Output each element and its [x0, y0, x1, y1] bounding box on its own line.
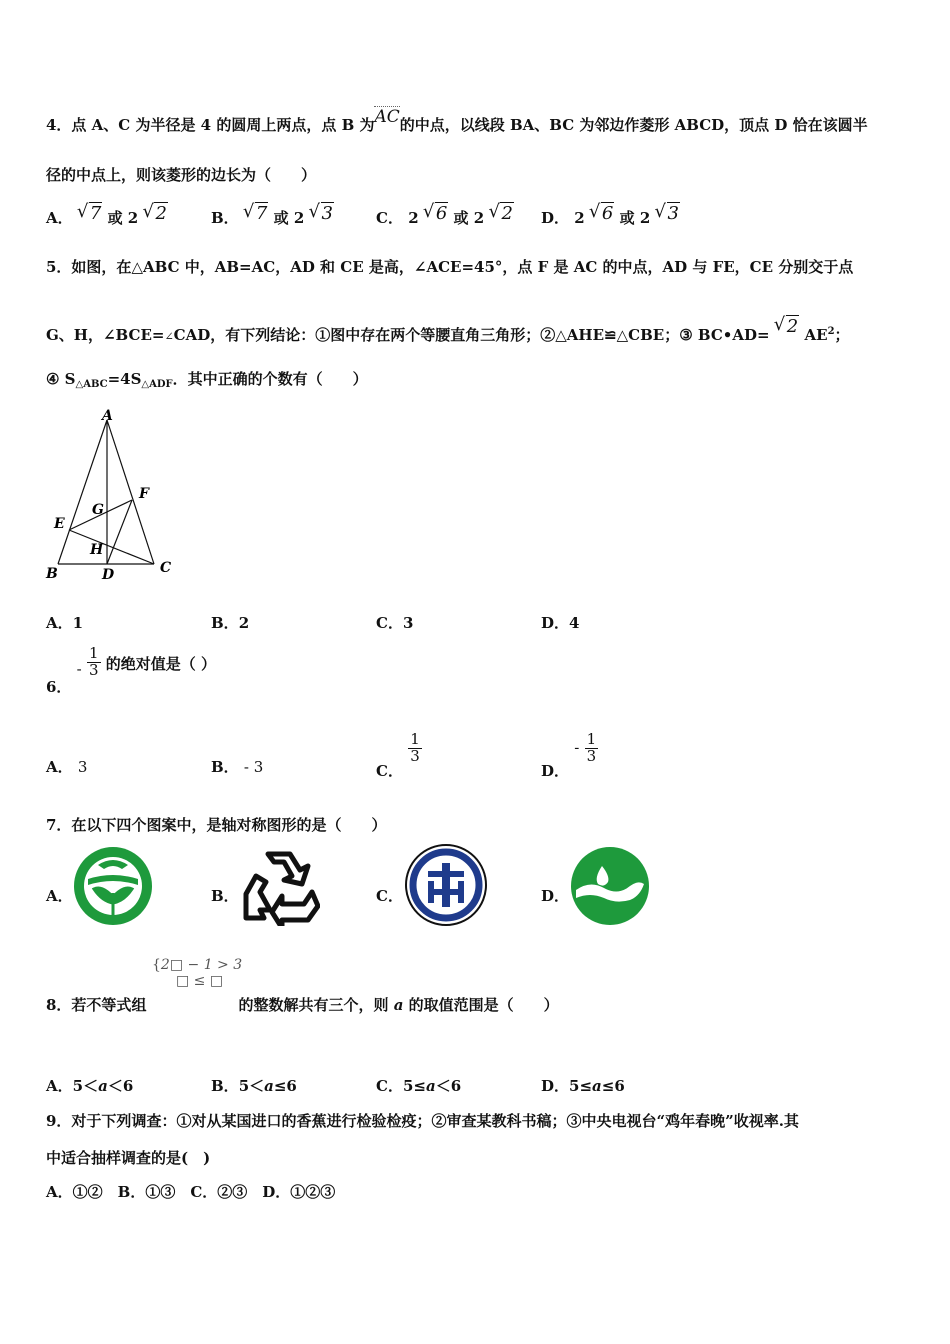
recycle-logo-icon: [238, 848, 320, 926]
q6-option-d[interactable]: D． - $\frac{1}{3}$: [541, 730, 597, 781]
q4-line1-post: 的中点，以线段 BA、BC 为邻边作菱形 ABCD，顶点 D 恰在该圆半: [399, 116, 868, 134]
q8-option-a[interactable]: A．5＜a＜6: [46, 1077, 134, 1095]
q5-line2: [46, 316, 850, 345]
q5-line3-c: ．其中正确的个数有（ ）: [172, 370, 368, 388]
q8-line: [46, 994, 559, 1015]
q4-option-b-sqrt1: √ 7: [244, 203, 268, 224]
q4-option-b-sqrt2: √ 3: [310, 203, 334, 224]
label-c: C: [160, 560, 172, 576]
q9-line2: 中适合抽样调查的是( ): [46, 1149, 211, 1167]
q5-superscript: 2: [827, 326, 835, 337]
q6-fraction: $\frac{1}{3}$: [88, 644, 99, 679]
q6-text: 的绝对值是（ ）: [105, 655, 216, 674]
q4-line1-pre: 4．点 A、C 为半径是 4 的圆周上两点，点 B 为: [46, 116, 375, 134]
q6-line: [46, 644, 216, 697]
q8-text-end: 的取值范围是（ ）: [403, 996, 559, 1014]
q5-line3-a: ④ S: [46, 370, 76, 388]
q7-option-a-label[interactable]: A．: [46, 887, 73, 905]
label-g: G: [92, 502, 104, 518]
label-b: B: [46, 566, 58, 582]
q8-option-b[interactable]: B．5＜a≤6: [211, 1077, 297, 1095]
q4-option-c-sqrt2: √ 2: [489, 203, 513, 224]
q5-line1: 5．如图，在△ABC 中，AB=AC，AD 和 CE 是高，∠ACE=45°，点 F 是 AC 的中点，AD 与 FE，CE 分别交于点: [46, 258, 854, 276]
q4-option-c[interactable]: [376, 203, 514, 228]
q7-option-c-label[interactable]: C．: [376, 887, 403, 905]
q4-line1: [46, 107, 868, 135]
q8-option-c[interactable]: C．5≤a＜6: [376, 1077, 462, 1095]
q5-angle-symbol: ∠: [164, 330, 174, 343]
blue-circle-logo-icon: [404, 843, 488, 927]
q8-system-line2: □ ≤ □: [176, 973, 224, 989]
q6-option-c[interactable]: C． $\frac{1}{3}$: [376, 730, 420, 781]
q4-option-d-label: D．: [541, 209, 570, 227]
q4-option-d-coef: 2: [574, 209, 585, 227]
q9-line1: 9．对于下列调查：①对从某国进口的香蕉进行检验检疫；②审查某教科书稿；③中央电视台“鸡年春晚”收视率.其: [46, 1112, 799, 1130]
q5-line3-b: =4S: [107, 370, 142, 388]
q6-option-b[interactable]: B． - 3: [211, 758, 264, 776]
q4-option-b-label: B．: [211, 209, 239, 227]
q4-option-b-mid: 或 2: [273, 209, 305, 227]
label-d: D: [102, 567, 115, 583]
label-e: E: [54, 516, 65, 532]
q8-option-d[interactable]: D．5≤a≤6: [541, 1077, 625, 1095]
segment-ce: [69, 530, 154, 564]
q4-option-a-mid: 或 2: [107, 209, 139, 227]
q7-option-b-label[interactable]: B．: [211, 887, 239, 905]
q4-option-c-sqrt1: √ 6: [424, 203, 448, 224]
q5-option-c[interactable]: C．3: [376, 614, 414, 632]
q7-option-d-label[interactable]: D．: [541, 887, 570, 905]
q8-text-post: 的整数解共有三个，则: [238, 996, 394, 1014]
q5-triangle-figure: [44, 408, 179, 588]
q6-neg-sign: -: [76, 660, 82, 679]
q5-line2-post: AE: [804, 326, 828, 344]
q4-option-d-mid: 或 2: [619, 209, 651, 227]
q4-option-d-sqrt1: √ 6: [590, 203, 614, 224]
q6-option-a[interactable]: A． 3: [46, 758, 88, 776]
green-food-logo-icon: [72, 845, 154, 927]
q4-option-b[interactable]: [211, 203, 334, 228]
q4-option-d[interactable]: [541, 203, 680, 228]
q4-option-a-sqrt2: √ 2: [143, 203, 167, 224]
q5-option-b[interactable]: B．2: [211, 614, 250, 632]
q8-system: {2□ − 1 > 3 □ ≤ □: [152, 957, 243, 989]
q8-text-pre: 8．若不等式组: [46, 996, 147, 1014]
q5-line3: [46, 368, 368, 390]
q4-line2: 径的中点上，则该菱形的边长为（ ）: [46, 166, 317, 184]
q6-number: 6．: [46, 678, 72, 697]
q4-arc-label: AC: [374, 107, 400, 127]
q4-option-a-label: A．: [46, 209, 73, 227]
q9-options[interactable]: A．①② B．①③ C．②③ D．①②③: [46, 1183, 336, 1201]
q5-line2-mid: CAD，有下列结论：①图中存在两个等腰直角三角形；②△AHE≌△CBE；③ BC•AD=: [173, 326, 770, 344]
label-h: H: [90, 542, 104, 558]
q8-system-line1: 2□ − 1 > 3: [160, 957, 243, 973]
q5-line2-pre: G、H，∠BCE=: [46, 326, 165, 344]
q7-line: 7．在以下四个图案中，是轴对称图形的是（ ）: [46, 816, 387, 834]
q5-sqrt: √ 2: [775, 316, 799, 337]
label-a: A: [102, 408, 113, 424]
green-water-logo-icon: [570, 846, 650, 926]
q4-option-d-sqrt2: √ 3: [656, 203, 680, 224]
q4-option-a-sqrt1: √ 7: [78, 203, 102, 224]
label-f: F: [139, 486, 149, 502]
q5-sub-adf: △ADF: [141, 379, 173, 390]
q8-var-a: a: [393, 996, 404, 1014]
q5-sub-abc: △ABC: [75, 379, 108, 390]
q5-option-a[interactable]: A．1: [46, 614, 84, 632]
q4-option-c-label: C．: [376, 209, 403, 227]
q4-option-c-mid: 或 2: [453, 209, 485, 227]
q5-option-d[interactable]: D．4: [541, 614, 580, 632]
q5-line2-end: ；: [834, 326, 850, 344]
q4-option-c-coef: 2: [408, 209, 419, 227]
q4-option-a[interactable]: [46, 203, 168, 228]
